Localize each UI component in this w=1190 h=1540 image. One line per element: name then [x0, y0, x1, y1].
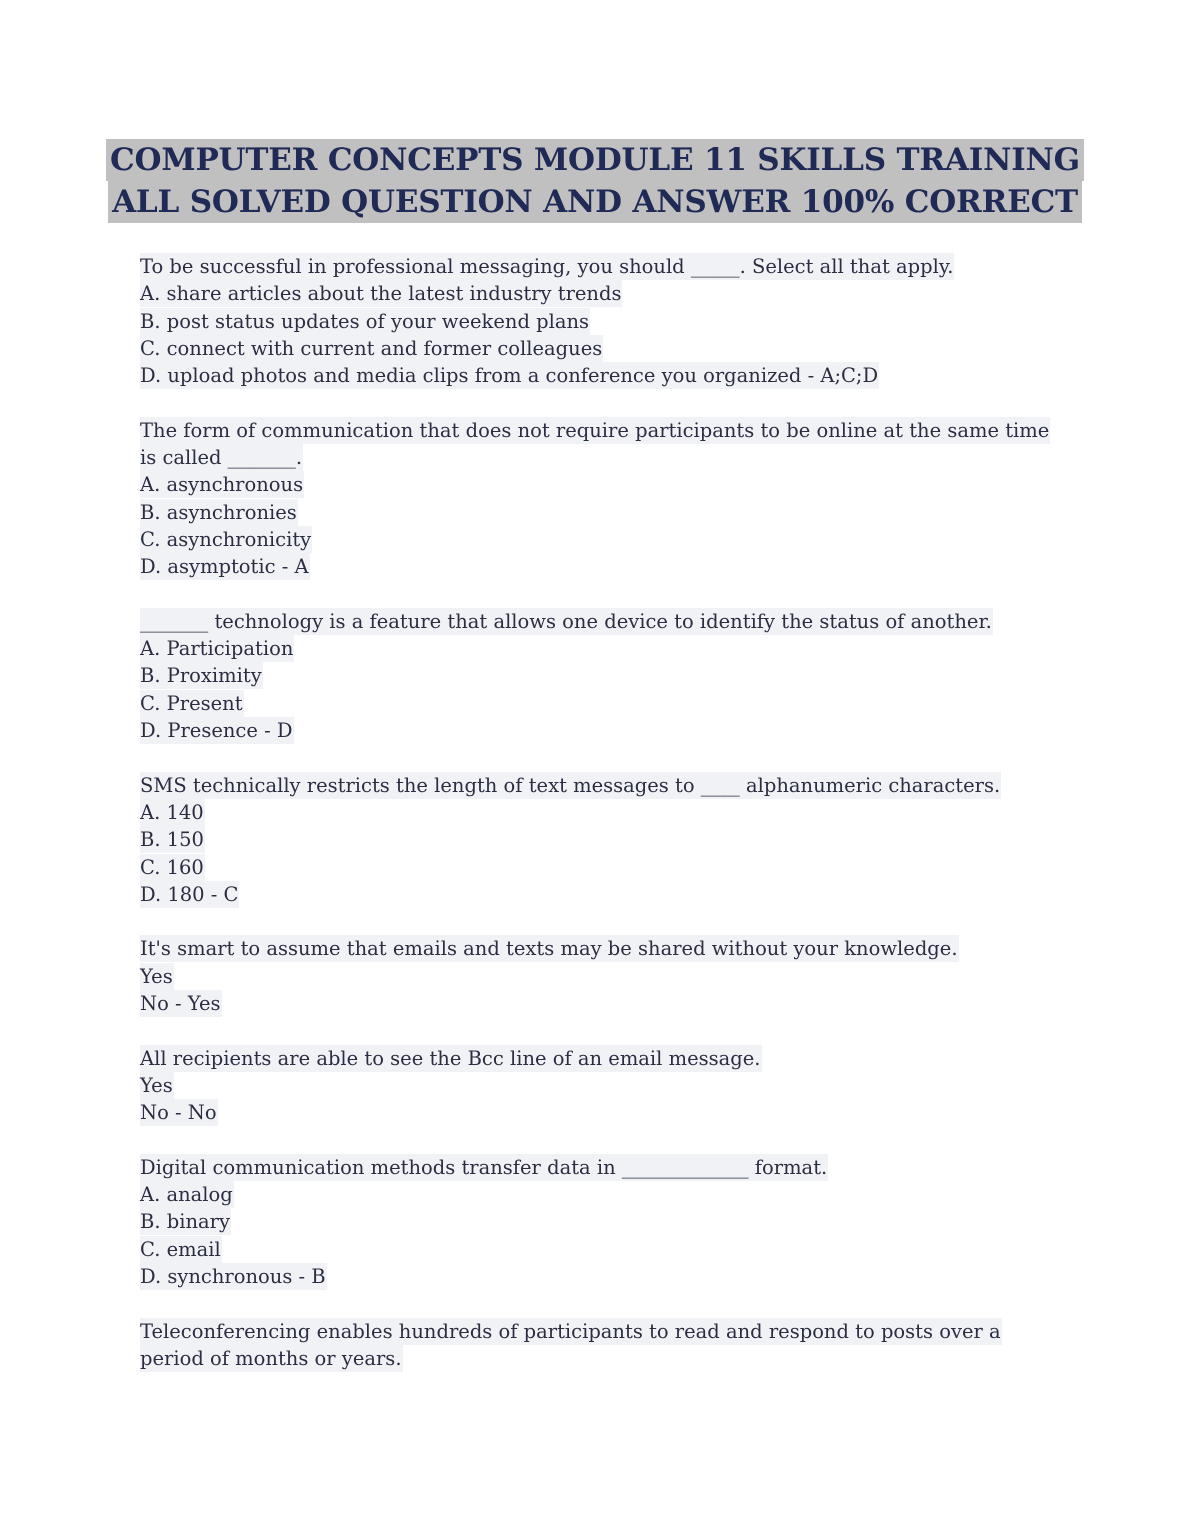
question-text: All recipients are able to see the Bcc line of an email message.: [140, 1046, 761, 1070]
answer-option: B. binary: [140, 1210, 230, 1234]
answer-option: A. analog: [140, 1183, 233, 1207]
answer-option: C. asynchronicity: [140, 527, 312, 551]
question-block: [140, 417, 1060, 581]
question-text: period of months or years.: [140, 1346, 402, 1370]
title-line-2: ALL SOLVED QUESTION AND ANSWER 100% CORRECT: [108, 181, 1082, 223]
question-block: [140, 253, 1060, 389]
question-list: [140, 253, 1060, 1399]
question-text: It's smart to assume that emails and texts may be shared without your knowledge.: [140, 937, 958, 961]
question-block: [140, 1318, 1060, 1373]
answer-option: B. 150: [140, 828, 204, 852]
answer-option: B. post status updates of your weekend plans: [140, 309, 590, 333]
answer-option: B. asynchronies: [140, 500, 297, 524]
question-block: [140, 1154, 1060, 1290]
question-text: Teleconferencing enables hundreds of participants to read and respond to posts over a: [140, 1319, 1001, 1343]
question-text: _______ technology is a feature that allows one device to identify the status of another.: [140, 609, 992, 633]
question-block: [140, 608, 1060, 744]
answer-option: D. synchronous - B: [140, 1264, 326, 1288]
question-text: To be successful in professional messaging, you should _____. Select all that apply.: [140, 255, 954, 278]
answer-option: C. email: [140, 1237, 221, 1261]
answer-option: D. Presence - D: [140, 719, 293, 743]
answer-option: C. connect with current and former colleagues: [140, 336, 603, 360]
question-text: Digital communication methods transfer data in _____________ format.: [140, 1155, 828, 1179]
question-block: [140, 1045, 1060, 1127]
answer-option: A. share articles about the latest industry trends: [140, 282, 622, 306]
answer-option: No - No: [140, 1101, 217, 1125]
answer-option: C. 160: [140, 855, 204, 879]
answer-option: A. asynchronous: [140, 473, 304, 497]
question-text: The form of communication that does not require participants to be online at the same time: [140, 418, 1050, 442]
answer-option: D. asymptotic - A: [140, 555, 309, 579]
answer-option: D. 180 - C: [140, 882, 239, 906]
answer-option: A. Participation: [140, 637, 294, 661]
question-block: [140, 935, 1060, 1017]
document-title: [0, 139, 1190, 223]
answer-option: C. Present: [140, 691, 243, 715]
title-line-1: COMPUTER CONCEPTS MODULE 11 SKILLS TRAINING: [106, 139, 1084, 181]
question-text: SMS technically restricts the length of text messages to ____ alphanumeric characters.: [140, 773, 1001, 797]
answer-option: B. Proximity: [140, 664, 262, 688]
question-text: is called _______.: [140, 446, 303, 470]
answer-option: Yes: [140, 964, 173, 988]
answer-option: No - Yes: [140, 992, 221, 1016]
question-block: [140, 772, 1060, 908]
answer-option: D. upload photos and media clips from a conference you organized - A;C;D: [140, 364, 879, 388]
answer-option: A. 140: [140, 800, 204, 824]
answer-option: Yes: [140, 1073, 173, 1097]
